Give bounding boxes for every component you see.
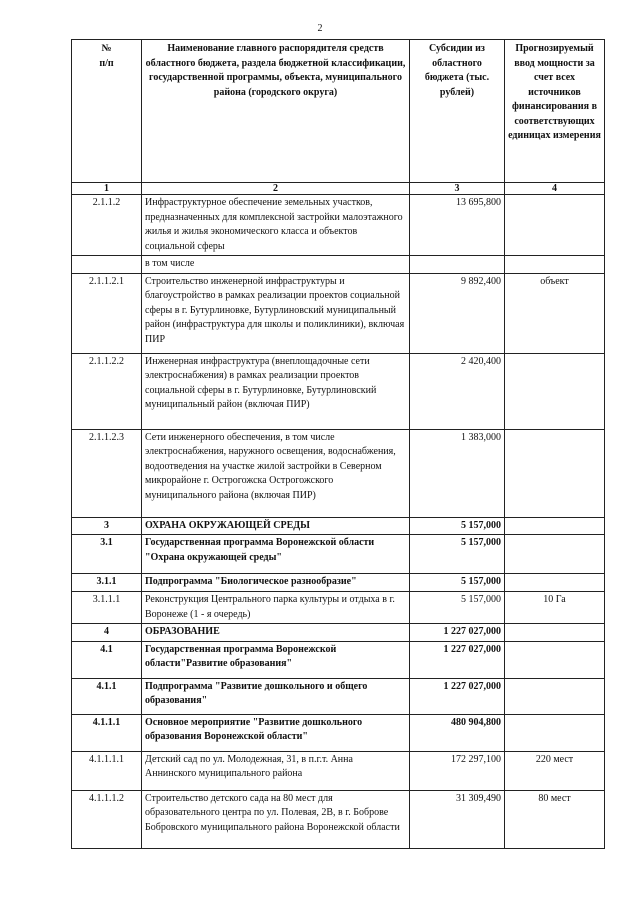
row-number: 2.1.1.2.2 bbox=[72, 353, 142, 429]
table-row bbox=[72, 256, 605, 274]
row-number: 2.1.1.2.1 bbox=[72, 273, 142, 353]
table-body bbox=[72, 195, 605, 849]
row-amount: 13 695,800 bbox=[410, 195, 505, 256]
row-number: 4.1.1.1.2 bbox=[72, 790, 142, 848]
row-amount: 1 227 027,000 bbox=[410, 678, 505, 714]
table-row bbox=[72, 517, 605, 535]
row-capacity bbox=[505, 624, 605, 642]
row-number: 4.1.1 bbox=[72, 678, 142, 714]
table-row bbox=[72, 195, 605, 256]
row-name: Государственная программа Воронежской области "Охрана окружающей среды" bbox=[142, 535, 410, 574]
row-capacity bbox=[505, 517, 605, 535]
row-name: Государственная программа Воронежской области"Развитие образования" bbox=[142, 641, 410, 678]
table-row bbox=[72, 624, 605, 642]
row-amount: 172 297,100 bbox=[410, 751, 505, 790]
row-capacity bbox=[505, 714, 605, 751]
column-number-row bbox=[72, 183, 605, 195]
row-capacity bbox=[505, 574, 605, 592]
row-name: Подпрограмма "Биологическое разнообразие" bbox=[142, 574, 410, 592]
header-number: № п/п bbox=[72, 40, 142, 183]
row-capacity bbox=[505, 256, 605, 274]
row-name: ОХРАНА ОКРУЖАЮЩЕЙ СРЕДЫ bbox=[142, 517, 410, 535]
row-capacity bbox=[505, 195, 605, 256]
table-row bbox=[72, 641, 605, 678]
row-amount: 480 904,800 bbox=[410, 714, 505, 751]
row-capacity: 80 мест bbox=[505, 790, 605, 848]
row-name: Сети инженерного обеспечения, в том числе электроснабжения, наружного освещения, водоснабжения, водоотведения на участке жилой застройки в Северном микрорайоне г. Острогожска Острогожского муниципального района (включая ПИР) bbox=[142, 429, 410, 517]
row-name: Детский сад по ул. Молодежная, 31, в п.г.т. Анна Аннинского муниципального района bbox=[142, 751, 410, 790]
table-row bbox=[72, 273, 605, 353]
row-amount: 5 157,000 bbox=[410, 535, 505, 574]
row-number: 2.1.1.2 bbox=[72, 195, 142, 256]
table-row bbox=[72, 714, 605, 751]
row-capacity bbox=[505, 678, 605, 714]
column-number: 1 bbox=[72, 183, 142, 195]
row-amount: 5 157,000 bbox=[410, 592, 505, 624]
row-amount: 1 227 027,000 bbox=[410, 641, 505, 678]
row-capacity bbox=[505, 535, 605, 574]
row-number: 2.1.1.2.3 bbox=[72, 429, 142, 517]
table-row bbox=[72, 574, 605, 592]
table-row bbox=[72, 751, 605, 790]
row-number: 3 bbox=[72, 517, 142, 535]
table-row bbox=[72, 790, 605, 848]
subsidy-table bbox=[71, 39, 605, 849]
row-name: Строительство детского сада на 80 мест для образовательного центра по ул. Полевая, 2В, в г. Боброве Бобровского муниципального района Воронежской области bbox=[142, 790, 410, 848]
header-name: Наименование главного распорядителя средств областного бюджета, раздела бюджетной классификации, государственной программы, объекта, муниципального района (городского округа) bbox=[142, 40, 410, 183]
row-name: Реконструкция Центрального парка культуры и отдыха в г. Воронеже (1 - я очередь) bbox=[142, 592, 410, 624]
table-row bbox=[72, 592, 605, 624]
row-number: 4.1.1.1.1 bbox=[72, 751, 142, 790]
table-header-row bbox=[72, 40, 605, 183]
row-name: Инфраструктурное обеспечение земельных участков, предназначенных для комплексной застройки малоэтажного жилья и жилья экономического класса и объектов социальной сферы bbox=[142, 195, 410, 256]
header-capacity: Прогнозируемый ввод мощности за счет всех источников финансирования в соответствующих единицах измерения bbox=[505, 40, 605, 183]
table-row bbox=[72, 429, 605, 517]
row-capacity: 10 Га bbox=[505, 592, 605, 624]
row-amount: 9 892,400 bbox=[410, 273, 505, 353]
row-name: Подпрограмма "Развитие дошкольного и общего образования" bbox=[142, 678, 410, 714]
row-capacity bbox=[505, 353, 605, 429]
row-number: 4.1 bbox=[72, 641, 142, 678]
row-capacity: объект bbox=[505, 273, 605, 353]
header-subsidy: Субсидии из областного бюджета (тыс. рублей) bbox=[410, 40, 505, 183]
column-number: 2 bbox=[142, 183, 410, 195]
row-amount: 5 157,000 bbox=[410, 517, 505, 535]
row-amount: 31 309,490 bbox=[410, 790, 505, 848]
row-amount: 5 157,000 bbox=[410, 574, 505, 592]
row-name: ОБРАЗОВАНИЕ bbox=[142, 624, 410, 642]
table-row bbox=[72, 535, 605, 574]
row-name: Инженерная инфраструктура (внеплощадочные сети электроснабжения) в рамках реализации проектов социальной сферы в г. Бутурлиновке, Бутурлиновский муниципальный район (включая ПИР) bbox=[142, 353, 410, 429]
row-capacity bbox=[505, 641, 605, 678]
row-amount bbox=[410, 256, 505, 274]
row-amount: 1 227 027,000 bbox=[410, 624, 505, 642]
row-name: Основное мероприятие "Развитие дошкольного образования Воронежской области" bbox=[142, 714, 410, 751]
row-number bbox=[72, 256, 142, 274]
page-number: 2 bbox=[317, 23, 323, 34]
row-number: 4 bbox=[72, 624, 142, 642]
row-capacity: 220 мест bbox=[505, 751, 605, 790]
row-number: 4.1.1.1 bbox=[72, 714, 142, 751]
row-number: 3.1.1.1 bbox=[72, 592, 142, 624]
row-capacity bbox=[505, 429, 605, 517]
row-amount: 1 383,000 bbox=[410, 429, 505, 517]
row-amount: 2 420,400 bbox=[410, 353, 505, 429]
row-number: 3.1 bbox=[72, 535, 142, 574]
column-number: 3 bbox=[410, 183, 505, 195]
table-row bbox=[72, 678, 605, 714]
row-name: в том числе bbox=[142, 256, 410, 274]
table-row bbox=[72, 353, 605, 429]
row-number: 3.1.1 bbox=[72, 574, 142, 592]
row-name: Строительство инженерной инфраструктуры и благоустройство в рамках реализации проектов социальной сферы в г. Бутурлиновке, Бутурлиновский муниципальный район (инфраструктура для школы и поликлиники), включая ПИР bbox=[142, 273, 410, 353]
column-number: 4 bbox=[505, 183, 605, 195]
